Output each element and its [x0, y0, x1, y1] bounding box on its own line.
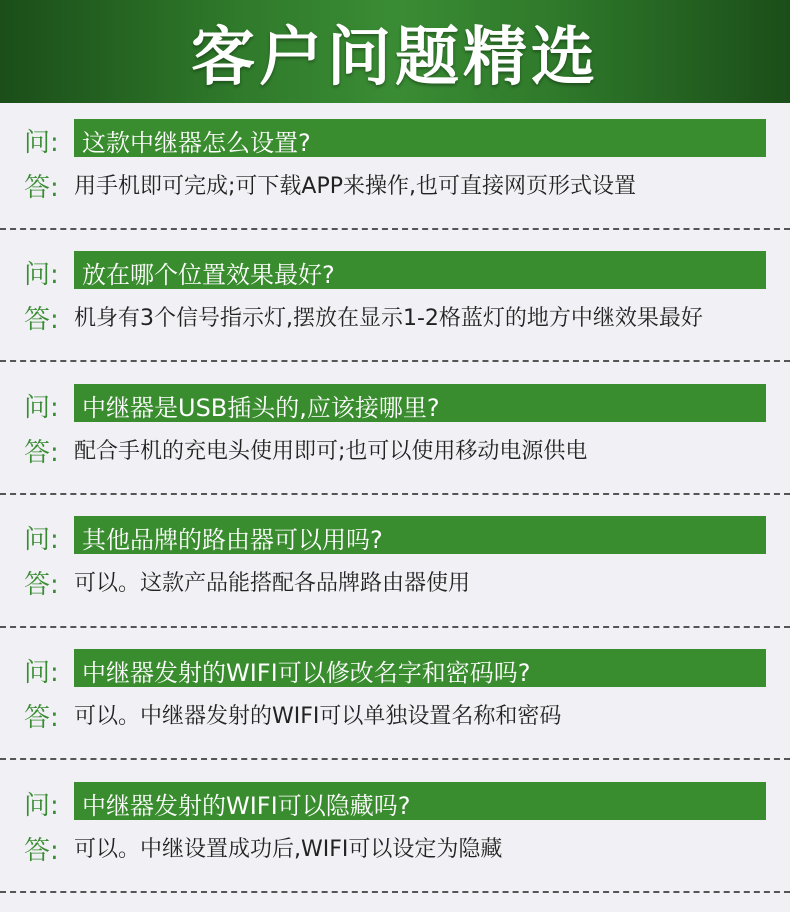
dashed-divider [0, 891, 790, 893]
question-label: 问: [24, 128, 59, 158]
answer-text: 机身有3个信号指示灯,摆放在显示1-2格蓝灯的地方中继效果最好 [74, 306, 703, 331]
question-bar [74, 516, 766, 554]
dashed-divider [0, 626, 790, 628]
question-bar [74, 649, 766, 687]
answer-text: 配合手机的充电头使用即可;也可以使用移动电源供电 [74, 439, 588, 464]
dashed-divider [0, 493, 790, 495]
answer-label: 答: [24, 703, 59, 733]
question-label: 问: [24, 791, 59, 821]
answer-label: 答: [24, 305, 59, 335]
qa-item [0, 766, 790, 898]
dashed-divider [0, 228, 790, 230]
answer-label: 答: [24, 438, 59, 468]
question-label: 问: [24, 658, 59, 688]
qa-item [0, 235, 790, 367]
qa-item [0, 633, 790, 765]
question-text: 放在哪个位置效果最好? [82, 261, 335, 289]
question-bar [74, 119, 766, 157]
question-bar [74, 782, 766, 820]
answer-label: 答: [24, 570, 59, 600]
qa-item [0, 368, 790, 500]
answer-text: 可以。中继设置成功后,WIFI可以设定为隐藏 [74, 837, 503, 862]
page-header [0, 0, 790, 103]
question-label: 问: [24, 260, 59, 290]
answer-text: 可以。中继器发射的WIFI可以单独设置名称和密码 [74, 704, 562, 729]
question-label: 问: [24, 525, 59, 555]
answer-text: 可以。这款产品能搭配各品牌路由器使用 [74, 571, 471, 596]
question-text: 中继器发射的WIFI可以修改名字和密码吗? [82, 659, 531, 687]
dashed-divider [0, 360, 790, 362]
qa-item [0, 103, 790, 235]
answer-label: 答: [24, 173, 59, 203]
answer-text: 用手机即可完成;可下载APP来操作,也可直接网页形式设置 [74, 174, 636, 199]
qa-item [0, 500, 790, 632]
question-bar [74, 251, 766, 289]
question-text: 中继器是USB插头的,应该接哪里? [82, 394, 440, 422]
answer-label: 答: [24, 836, 59, 866]
dashed-divider [0, 758, 790, 760]
question-label: 问: [24, 393, 59, 423]
question-text: 中继器发射的WIFI可以隐藏吗? [82, 792, 411, 820]
page-title: 客户问题精选 [191, 20, 599, 95]
question-bar [74, 384, 766, 422]
question-text: 这款中继器怎么设置? [82, 129, 311, 157]
question-text: 其他品牌的路由器可以用吗? [82, 526, 383, 554]
